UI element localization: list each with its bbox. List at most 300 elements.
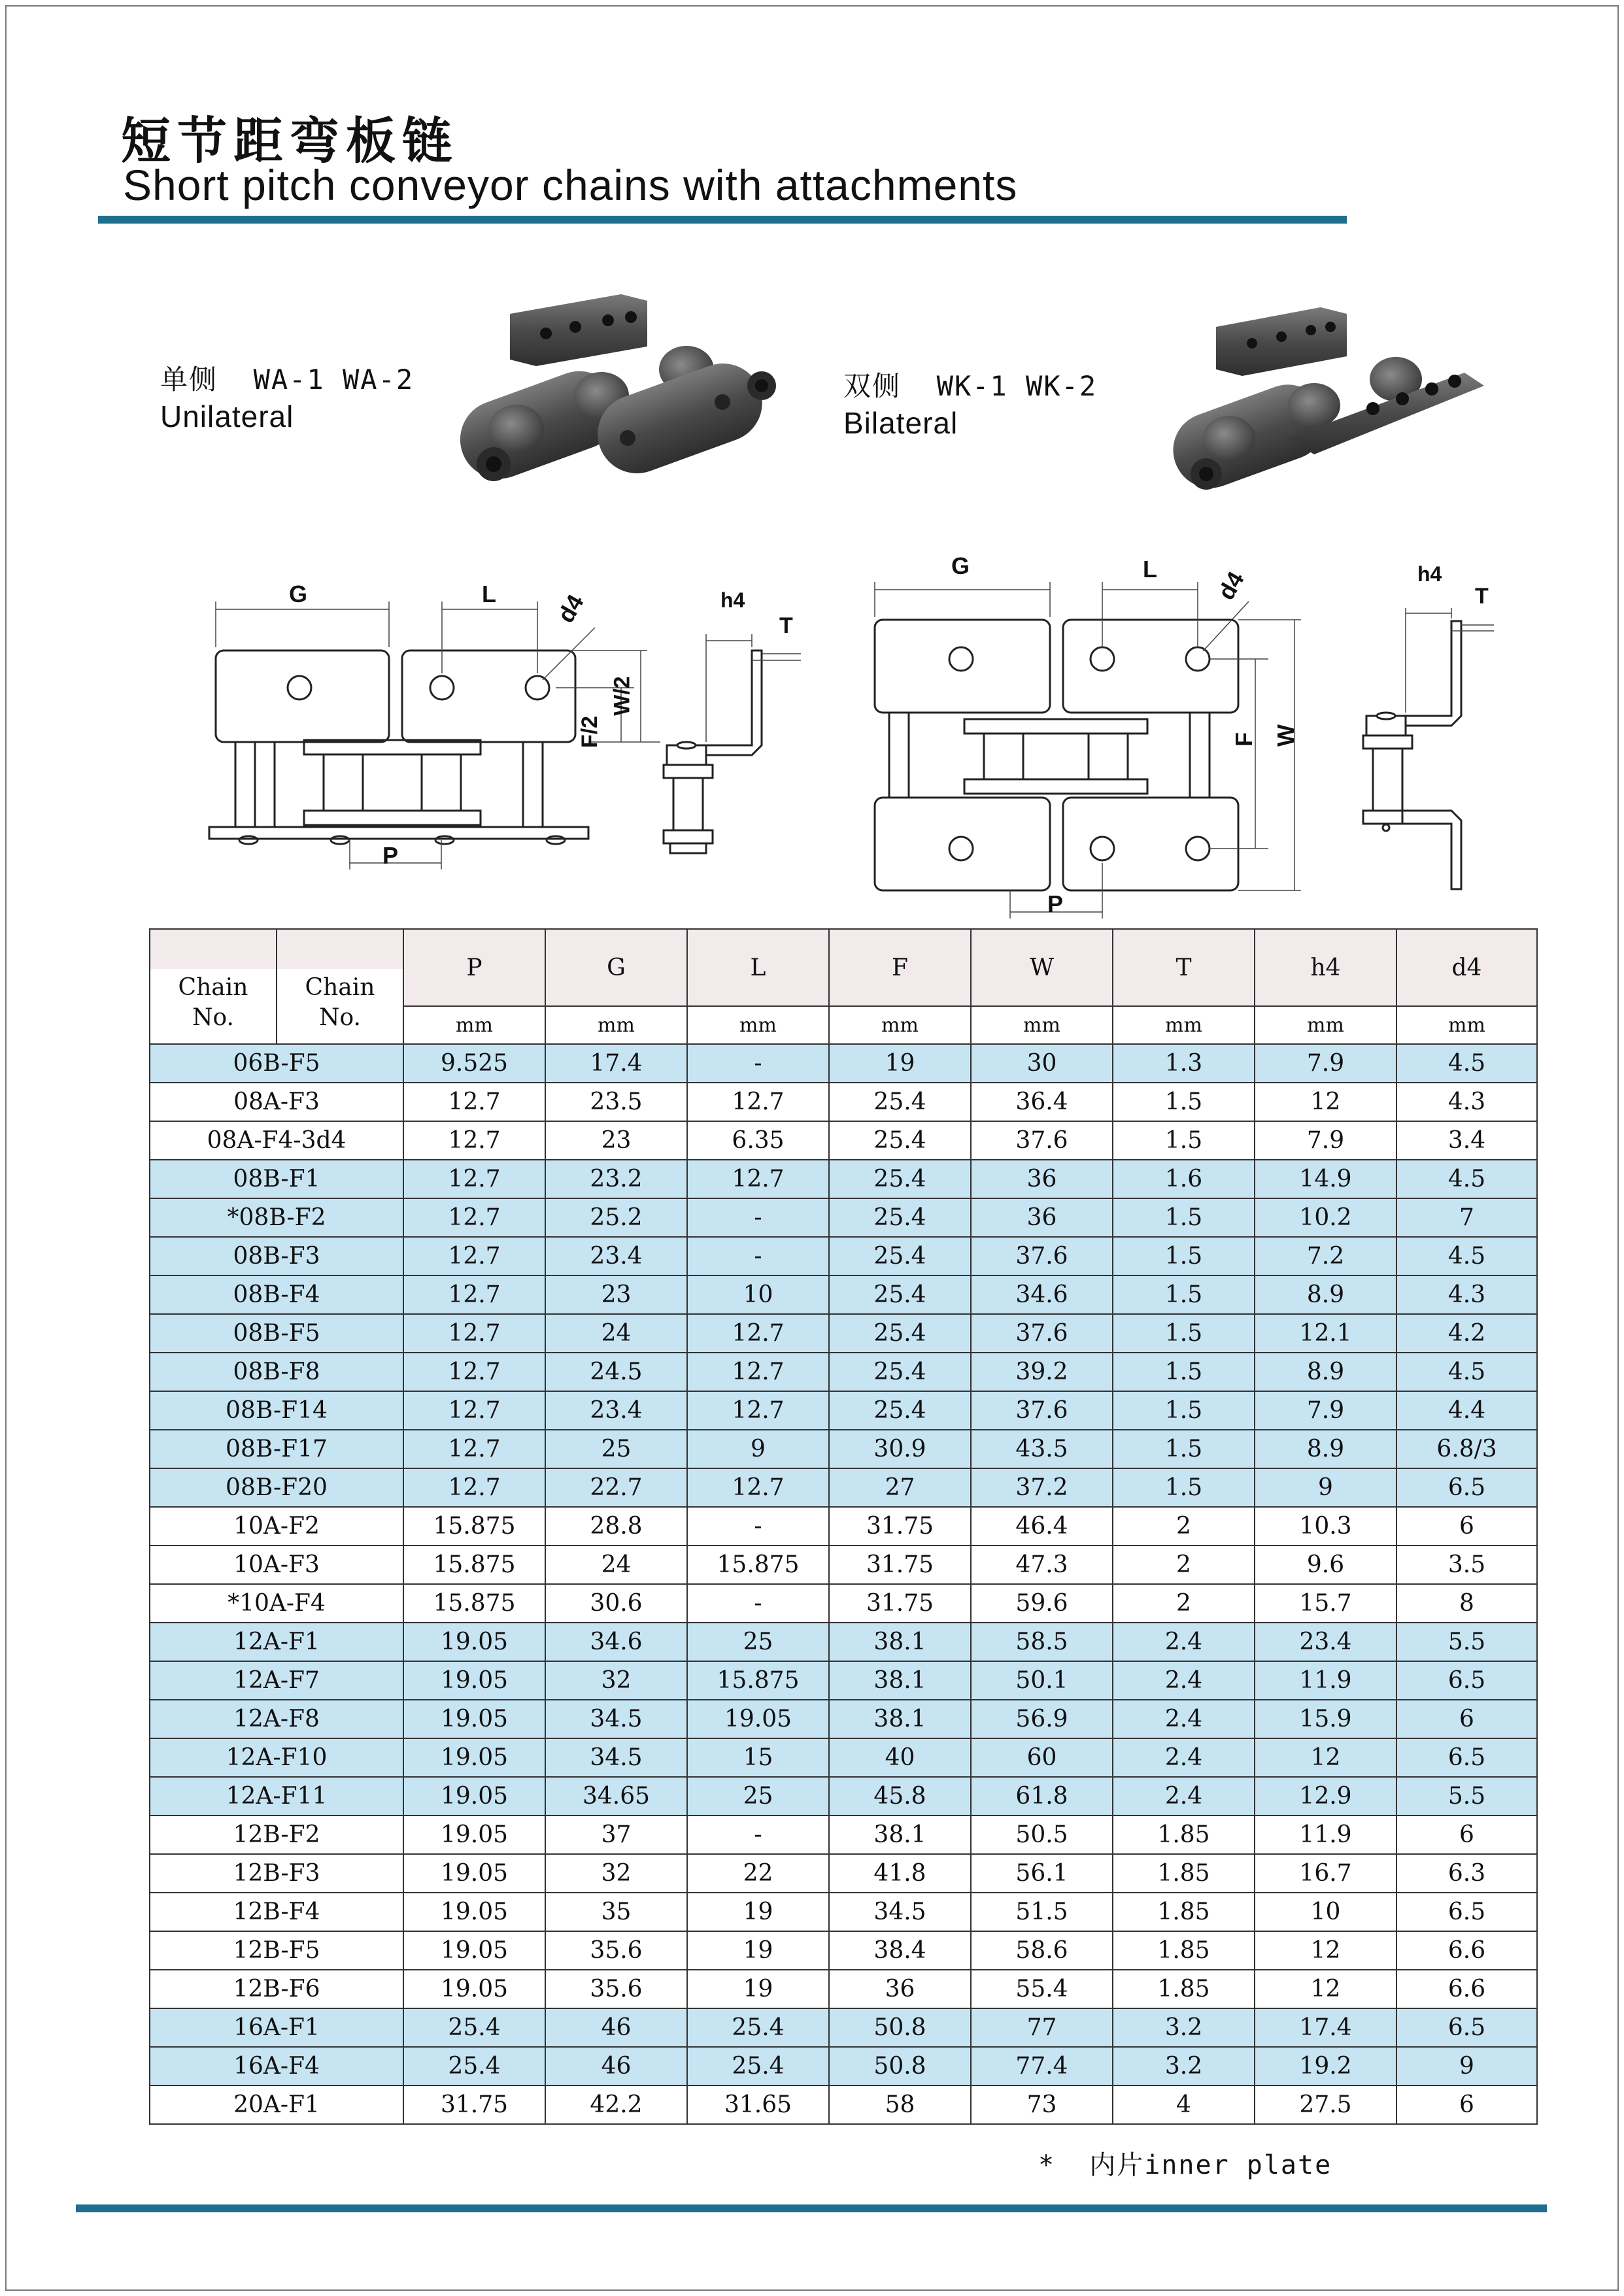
cell-chain-no: *10A-F4 [150,1584,403,1623]
cell-w: 51.5 [971,1893,1113,1931]
cell-w: 58.5 [971,1623,1113,1661]
cell-t: 1.5 [1113,1391,1255,1430]
cell-g: 42.2 [545,2085,687,2124]
cell-chain-no: 12B-F2 [150,1815,403,1854]
cell-chain-no: 08B-F17 [150,1430,403,1468]
table-row [150,1661,1537,1700]
cell-g: 30.6 [545,1584,687,1623]
header-chain-no-b-label: Chain No. [305,974,375,1031]
table-row [150,1237,1537,1275]
cell-p: 12.7 [403,1391,545,1430]
cell-h4: 12 [1255,1738,1396,1777]
header-d4: d4 [1396,929,1537,1006]
cell-h4: 8.9 [1255,1430,1396,1468]
table-row [150,1970,1537,2008]
table-row [150,1931,1537,1970]
table-body [150,1044,1537,2124]
cell-g: 46 [545,2008,687,2047]
label-d4-right: d4 [1212,567,1249,605]
cell-h4: 7.9 [1255,1121,1396,1160]
label-G-left: G [289,581,308,607]
cell-g: 23 [545,1275,687,1314]
cell-p: 12.7 [403,1430,545,1468]
cell-h4: 19.2 [1255,2047,1396,2085]
cell-g: 34.65 [545,1777,687,1815]
cell-t: 1.5 [1113,1237,1255,1275]
header-h4: h4 [1255,929,1396,1006]
cell-d4: 4.5 [1396,1044,1537,1083]
cell-h4: 10 [1255,1893,1396,1931]
label-F2-left: F/2 [577,715,603,749]
cell-h4: 12 [1255,1970,1396,2008]
cell-l: 15 [687,1738,829,1777]
cell-p: 9.525 [403,1044,545,1083]
title-divider [98,216,1347,224]
cell-f: 25.4 [829,1198,971,1237]
cell-d4: 5.5 [1396,1623,1537,1661]
header-F: F [829,929,971,1006]
header-W: W [971,929,1113,1006]
table-row [150,1468,1537,1507]
label-P-left: P [382,842,399,869]
cell-l: 15.875 [687,1661,829,1700]
cell-g: 28.8 [545,1507,687,1545]
cell-l: 19 [687,1970,829,2008]
label-L-right: L [1143,556,1157,582]
cell-chain-no: 10A-F2 [150,1507,403,1545]
table-row [150,1430,1537,1468]
cell-h4: 16.7 [1255,1854,1396,1893]
cell-chain-no: 10A-F3 [150,1545,403,1584]
cell-p: 19.05 [403,1738,545,1777]
cell-f: 38.1 [829,1623,971,1661]
table-row [150,1623,1537,1661]
cell-p: 19.05 [403,1700,545,1738]
cell-d4: 6.6 [1396,1970,1537,2008]
cell-l: 25.4 [687,2047,829,2085]
cell-f: 50.8 [829,2047,971,2085]
cell-h4: 10.3 [1255,1507,1396,1545]
cell-d4: 6.5 [1396,2008,1537,2047]
cell-h4: 9 [1255,1468,1396,1507]
cell-l: 25 [687,1623,829,1661]
cell-d4: 3.5 [1396,1545,1537,1584]
cell-h4: 11.9 [1255,1815,1396,1854]
label-T-left: T [779,613,793,638]
cell-chain-no: 12A-F1 [150,1623,403,1661]
cell-t: 1.5 [1113,1353,1255,1391]
cell-d4: 4.3 [1396,1275,1537,1314]
cell-w: 59.6 [971,1584,1113,1623]
page-title-en: Short pitch conveyor chains with attachments [123,161,1018,209]
cell-t: 3.2 [1113,2047,1255,2085]
cell-p: 12.7 [403,1314,545,1353]
cell-w: 50.1 [971,1661,1113,1700]
cell-p: 25.4 [403,2047,545,2085]
cell-p: 19.05 [403,1893,545,1931]
cell-chain-no: 12A-F8 [150,1700,403,1738]
cell-d4: 6 [1396,2085,1537,2124]
cell-l: 12.7 [687,1353,829,1391]
cell-f: 58 [829,2085,971,2124]
cell-f: 25.4 [829,1353,971,1391]
cell-h4: 7.9 [1255,1391,1396,1430]
table-row [150,1893,1537,1931]
table-row [150,1314,1537,1353]
cell-p: 12.7 [403,1468,545,1507]
cell-h4: 10.2 [1255,1198,1396,1237]
cell-w: 34.6 [971,1275,1113,1314]
cell-f: 40 [829,1738,971,1777]
cell-l: 12.7 [687,1314,829,1353]
cell-l: 12.7 [687,1083,829,1121]
bilateral-chain-photo [1157,301,1497,516]
cell-l: 12.7 [687,1160,829,1198]
cell-h4: 9.6 [1255,1545,1396,1584]
table-row [150,1545,1537,1584]
cell-chain-no: 08B-F4 [150,1275,403,1314]
cell-chain-no: 08A-F4-3d4 [150,1121,403,1160]
cell-t: 2.4 [1113,1738,1255,1777]
cell-w: 77.4 [971,2047,1113,2085]
label-d4-left: d4 [552,590,589,628]
bilateral-front-drawing [863,575,1334,928]
cell-w: 46.4 [971,1507,1113,1545]
cell-l: 25.4 [687,2008,829,2047]
cell-h4: 15.9 [1255,1700,1396,1738]
cell-f: 50.8 [829,2008,971,2047]
cell-g: 23 [545,1121,687,1160]
cell-f: 27 [829,1468,971,1507]
cell-w: 58.6 [971,1931,1113,1970]
cell-t: 1.85 [1113,1931,1255,1970]
cell-p: 19.05 [403,1623,545,1661]
unit-G: mm [545,1006,687,1044]
cell-f: 31.75 [829,1507,971,1545]
cell-chain-no: 08B-F1 [150,1160,403,1198]
cell-h4: 17.4 [1255,2008,1396,2047]
label-W-right: W [1272,724,1299,747]
cell-p: 12.7 [403,1121,545,1160]
table-row [150,2008,1537,2047]
cell-d4: 6 [1396,1700,1537,1738]
footnote: * 内片inner plate [1038,2150,1332,2180]
unit-W: mm [971,1006,1113,1044]
cell-d4: 6.6 [1396,1931,1537,1970]
cell-l: 15.875 [687,1545,829,1584]
cell-l: 6.35 [687,1121,829,1160]
cell-w: 37.2 [971,1468,1113,1507]
unit-T: mm [1113,1006,1255,1044]
cell-p: 12.7 [403,1160,545,1198]
cell-h4: 8.9 [1255,1275,1396,1314]
cell-t: 1.5 [1113,1275,1255,1314]
cell-chain-no: *08B-F2 [150,1198,403,1237]
table-row [150,2085,1537,2124]
cell-d4: 6.5 [1396,1893,1537,1931]
cell-w: 37.6 [971,1391,1113,1430]
cell-chain-no: 12B-F3 [150,1854,403,1893]
cell-d4: 4.2 [1396,1314,1537,1353]
cell-g: 22.7 [545,1468,687,1507]
cell-chain-no: 12A-F11 [150,1777,403,1815]
cell-chain-no: 08B-F20 [150,1468,403,1507]
cell-g: 23.4 [545,1237,687,1275]
cell-d4: 4.3 [1396,1083,1537,1121]
cell-g: 25 [545,1430,687,1468]
cell-g: 37 [545,1815,687,1854]
header-G: G [545,929,687,1006]
cell-f: 34.5 [829,1893,971,1931]
table-row [150,1854,1537,1893]
cell-p: 31.75 [403,2085,545,2124]
cell-f: 38.1 [829,1661,971,1700]
cell-f: 45.8 [829,1777,971,1815]
label-T-right: T [1475,584,1489,609]
cell-t: 1.85 [1113,1815,1255,1854]
cell-w: 36.4 [971,1083,1113,1121]
cell-t: 1.85 [1113,1854,1255,1893]
table-row [150,1275,1537,1314]
cell-p: 12.7 [403,1083,545,1121]
table-row [150,2047,1537,2085]
cell-f: 36 [829,1970,971,2008]
bilateral-side-drawing [1353,601,1497,902]
cell-l: 12.7 [687,1468,829,1507]
cell-l: 19 [687,1931,829,1970]
cell-f: 31.75 [829,1584,971,1623]
cell-t: 1.5 [1113,1468,1255,1507]
cell-f: 30.9 [829,1430,971,1468]
cell-l: 10 [687,1275,829,1314]
table-row [150,1738,1537,1777]
cell-p: 15.875 [403,1584,545,1623]
cell-w: 36 [971,1198,1113,1237]
cell-w: 37.6 [971,1314,1113,1353]
cell-p: 12.7 [403,1198,545,1237]
cell-chain-no: 12B-F6 [150,1970,403,2008]
table-row [150,1700,1537,1738]
cell-f: 25.4 [829,1237,971,1275]
cell-t: 2 [1113,1507,1255,1545]
cell-f: 38.1 [829,1700,971,1738]
cell-t: 4 [1113,2085,1255,2124]
cell-f: 25.4 [829,1121,971,1160]
cell-w: 61.8 [971,1777,1113,1815]
cell-w: 50.5 [971,1815,1113,1854]
header-L: L [687,929,829,1006]
cell-g: 23.2 [545,1160,687,1198]
header-chain-no-a-label: Chain No. [178,974,248,1031]
cell-l: - [687,1237,829,1275]
unit-d4: mm [1396,1006,1537,1044]
variant-unilateral [160,362,414,435]
table-row [150,1507,1537,1545]
cell-t: 3.2 [1113,2008,1255,2047]
cell-d4: 4.5 [1396,1160,1537,1198]
cell-chain-no: 08B-F14 [150,1391,403,1430]
cell-d4: 6.5 [1396,1468,1537,1507]
cell-t: 1.5 [1113,1198,1255,1237]
cell-f: 25.4 [829,1391,971,1430]
label-h4-right: h4 [1417,562,1442,586]
cell-l: 25 [687,1777,829,1815]
cell-t: 2 [1113,1545,1255,1584]
cell-p: 12.7 [403,1237,545,1275]
cell-chain-no: 06B-F5 [150,1044,403,1083]
cell-w: 56.1 [971,1854,1113,1893]
cell-p: 12.7 [403,1275,545,1314]
cell-t: 1.5 [1113,1430,1255,1468]
cell-g: 35.6 [545,1970,687,2008]
cell-f: 25.4 [829,1314,971,1353]
cell-w: 47.3 [971,1545,1113,1584]
cell-l: - [687,1584,829,1623]
cell-d4: 6.5 [1396,1738,1537,1777]
cell-t: 1.85 [1113,1970,1255,2008]
table-row [150,1815,1537,1854]
cell-chain-no: 08B-F3 [150,1237,403,1275]
cell-h4: 7.9 [1255,1044,1396,1083]
unit-P: mm [403,1006,545,1044]
cell-l: 19.05 [687,1700,829,1738]
cell-g: 25.2 [545,1198,687,1237]
bottom-divider [76,2204,1547,2212]
cell-g: 34.6 [545,1623,687,1661]
cell-w: 30 [971,1044,1113,1083]
cell-chain-no: 12A-F10 [150,1738,403,1777]
table-row [150,1083,1537,1121]
table-row [150,1044,1537,1083]
cell-g: 17.4 [545,1044,687,1083]
cell-w: 56.9 [971,1700,1113,1738]
cell-chain-no: 08B-F5 [150,1314,403,1353]
cell-g: 24 [545,1545,687,1584]
cell-d4: 6 [1396,1815,1537,1854]
cell-t: 2.4 [1113,1623,1255,1661]
cell-w: 43.5 [971,1430,1113,1468]
cell-l: 9 [687,1430,829,1468]
cell-d4: 9 [1396,2047,1537,2085]
cell-d4: 6.5 [1396,1661,1537,1700]
cell-l: - [687,1044,829,1083]
cell-p: 19.05 [403,1854,545,1893]
cell-h4: 23.4 [1255,1623,1396,1661]
unit-h4: mm [1255,1006,1396,1044]
cell-d4: 4.4 [1396,1391,1537,1430]
cell-d4: 4.5 [1396,1353,1537,1391]
cell-g: 23.4 [545,1391,687,1430]
label-G-right: G [951,552,970,579]
cell-g: 34.5 [545,1738,687,1777]
label-L-left: L [482,581,496,607]
header-T: T [1113,929,1255,1006]
cell-d4: 5.5 [1396,1777,1537,1815]
label-W2-left: W/2 [609,676,635,716]
cell-w: 77 [971,2008,1113,2047]
cell-f: 25.4 [829,1275,971,1314]
label-h4-left: h4 [720,588,745,612]
cell-w: 55.4 [971,1970,1113,2008]
unit-F: mm [829,1006,971,1044]
cell-p: 19.05 [403,1970,545,2008]
cell-h4: 14.9 [1255,1160,1396,1198]
table-row [150,1391,1537,1430]
table-row [150,1198,1537,1237]
cell-w: 60 [971,1738,1113,1777]
cell-h4: 27.5 [1255,2085,1396,2124]
cell-chain-no: 08B-F8 [150,1353,403,1391]
cell-l: - [687,1198,829,1237]
cell-h4: 12.1 [1255,1314,1396,1353]
cell-l: 12.7 [687,1391,829,1430]
cell-w: 73 [971,2085,1113,2124]
cell-g: 24 [545,1314,687,1353]
cell-h4: 12 [1255,1931,1396,1970]
cell-g: 32 [545,1854,687,1893]
cell-p: 19.05 [403,1931,545,1970]
variant-bilateral-cn: 双侧 WK-1 WK-2 [843,370,1098,402]
table-row [150,1121,1537,1160]
cell-p: 19.05 [403,1661,545,1700]
cell-f: 25.4 [829,1083,971,1121]
cell-f: 31.75 [829,1545,971,1584]
cell-g: 46 [545,2047,687,2085]
table-row [150,1160,1537,1198]
label-P-right: P [1047,890,1064,917]
variant-bilateral [843,368,1097,441]
header-chain-no-a [150,929,277,1044]
cell-f: 38.1 [829,1815,971,1854]
label-F-right: F [1230,732,1257,747]
header-chain-no-b [277,929,403,1044]
cell-p: 15.875 [403,1507,545,1545]
cell-d4: 3.4 [1396,1121,1537,1160]
cell-p: 15.875 [403,1545,545,1584]
cell-t: 1.5 [1113,1083,1255,1121]
cell-t: 1.5 [1113,1314,1255,1353]
cell-t: 2 [1113,1584,1255,1623]
cell-f: 25.4 [829,1160,971,1198]
cell-chain-no: 16A-F1 [150,2008,403,2047]
cell-p: 12.7 [403,1353,545,1391]
unilateral-side-drawing [654,621,811,856]
cell-f: 19 [829,1044,971,1083]
cell-h4: 11.9 [1255,1661,1396,1700]
spec-table [149,928,1538,2125]
cell-chain-no: 20A-F1 [150,2085,403,2124]
cell-w: 36 [971,1160,1113,1198]
cell-g: 32 [545,1661,687,1700]
cell-d4: 6.8/3 [1396,1430,1537,1468]
unilateral-chain-photo [431,288,798,510]
cell-h4: 8.9 [1255,1353,1396,1391]
page-title-cn: 短节距弯板链 [121,112,458,170]
cell-g: 34.5 [545,1700,687,1738]
cell-t: 2.4 [1113,1661,1255,1700]
cell-f: 41.8 [829,1854,971,1893]
cell-d4: 4.5 [1396,1237,1537,1275]
cell-t: 2.4 [1113,1700,1255,1738]
cell-l: 22 [687,1854,829,1893]
cell-t: 1.5 [1113,1121,1255,1160]
cell-t: 1.85 [1113,1893,1255,1931]
table-row [150,1584,1537,1623]
cell-f: 38.4 [829,1931,971,1970]
cell-chain-no: 12B-F5 [150,1931,403,1970]
cell-d4: 7 [1396,1198,1537,1237]
cell-chain-no: 16A-F4 [150,2047,403,2085]
